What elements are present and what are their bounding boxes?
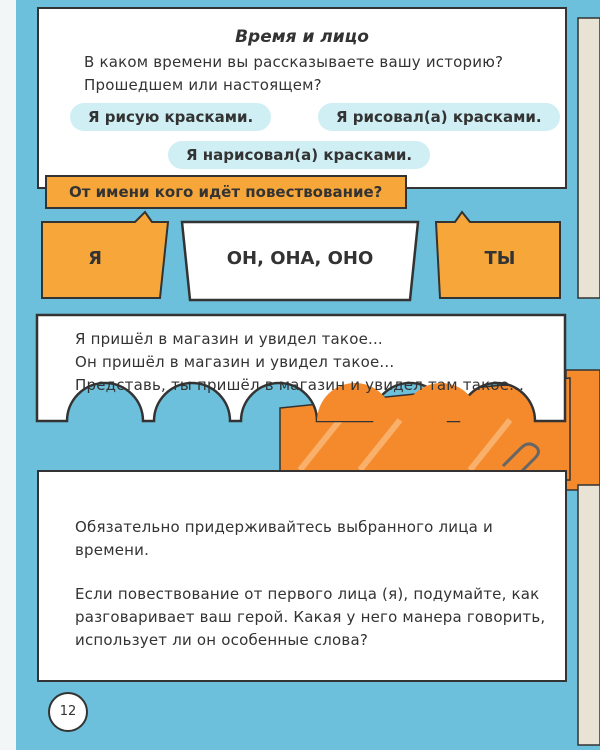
tip-consistency: Обязательно придерживайтесь выбранного лица и времени. [75,518,493,559]
pov-second-person: ТЫ [484,248,516,269]
example-pill-2: Я рисовал(а) красками. [318,103,560,131]
section1-title: Время и лицо [235,27,369,47]
example-line: Я пришёл в магазин и увидел такое... [75,330,383,348]
example-pill-1: Я рисую красками. [70,103,271,131]
section3-text [75,516,553,652]
pov-first-person: Я [88,248,102,269]
example-line: Представь, ты пришёл в магазин и увидел там такое... [75,376,525,394]
example-line: Он пришёл в магазин и увидел такое... [75,353,395,371]
page-number: 12 [48,692,88,732]
example-pill-3: Я нарисовал(а) красками. [168,141,430,169]
narration-banner: От имени кого идёт повествование? [45,175,407,209]
section1-question: В каком времени вы рассказываете вашу историю? Прошедшем или настоящем? [84,53,504,94]
pov-third-person: ОН, ОНА, ОНО [226,248,374,269]
section2-lines [75,328,524,397]
tip-first-person: Если повествование от первого лица (я), подумайте, как разговаривает ваш герой. Какая у него манера говорить, использует ли он особенные слова? [75,585,546,649]
